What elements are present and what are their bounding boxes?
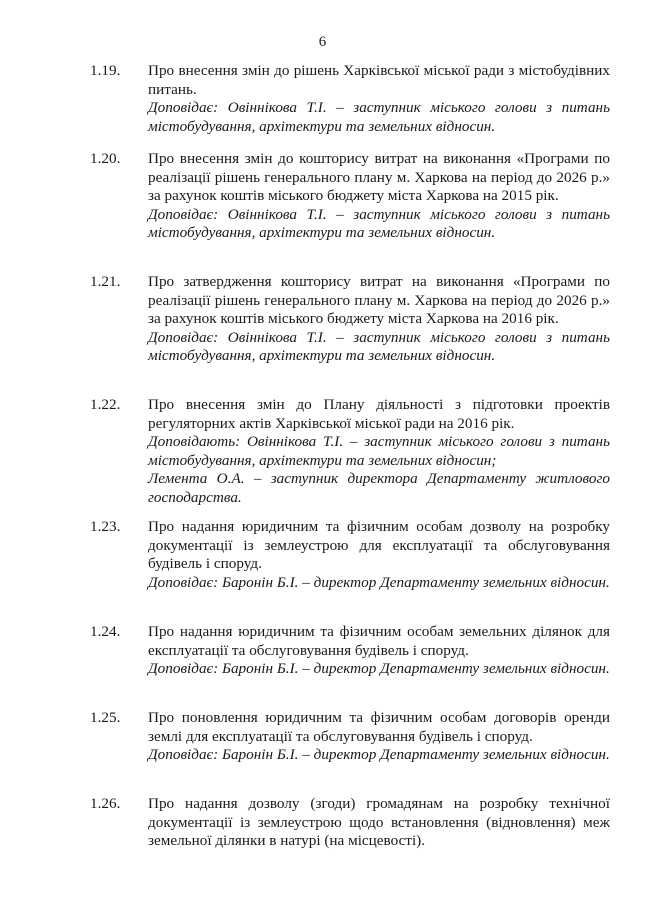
item-speaker: Доповідає: Овіннікова Т.І. – заступник міського голови з питань містобудування, архітектури та земельних відносин. xyxy=(148,99,610,135)
item-number: 1.21. xyxy=(90,273,121,290)
agenda-item xyxy=(90,150,610,243)
agenda-item xyxy=(90,795,610,851)
agenda-item xyxy=(90,273,610,366)
item-number: 1.19. xyxy=(90,62,121,79)
item-speaker: Доповідає: Баронін Б.І. – директор Департаменту земельних відносин. xyxy=(148,660,610,678)
item-speaker: Доповідає: Овіннікова Т.І. – заступник міського голови з питань містобудування, архітектури та земельних відносин. xyxy=(148,205,610,242)
agenda-item xyxy=(90,396,610,508)
item-title: Про надання дозволу (згоди) громадянам на розробку технічної документації із землеустрою щодо встановлення (відновлення) меж земельної ділянки в натурі (на місцевості). xyxy=(148,795,610,850)
agenda-item xyxy=(90,518,610,592)
item-number: 1.20. xyxy=(90,150,121,167)
item-speaker: Лемента О.А. – заступник директора Департаменту житлового господарства. xyxy=(148,470,610,506)
agenda-item xyxy=(90,62,610,136)
item-title: Про внесення змін до Плану діяльності з підготовки проектів регуляторних актів Харківської міської ради на 2016 рік. xyxy=(148,396,610,432)
item-number: 1.26. xyxy=(90,795,121,812)
item-title: Про поновлення юридичним та фізичним особам договорів оренди землі для експлуатації та обслуговування будівель і споруд. xyxy=(148,709,610,745)
item-speaker: Доповідає: Баронін Б.І. – директор Департаменту земельних відносин. xyxy=(148,746,610,764)
item-title: Про надання юридичним та фізичним особам дозволу на розробку документації із землеустрою для експлуатації та обслуговування будівель і споруд. xyxy=(148,518,610,573)
item-title: Про затвердження кошторису витрат на виконання «Програми по реалізації рішень генерального плану м. Харкова на період до 2026 р.» за рахунок коштів міського бюджету міста Харкова на 2016 рік. xyxy=(148,273,610,328)
item-title: Про надання юридичним та фізичним особам земельних ділянок для експлуатації та обслуговування будівель і споруд. xyxy=(148,623,610,659)
item-speaker: Доповідає: Баронін Б.І. – директор Департаменту земельних відносин. xyxy=(148,573,610,591)
item-number: 1.23. xyxy=(90,518,121,535)
agenda-item xyxy=(90,709,610,765)
item-title: Про внесення змін до кошторису витрат на виконання «Програми по реалізації рішень генерального плану м. Харкова на період до 2026 р.» за рахунок коштів міського бюджету міста Харкова на 2015 рік. xyxy=(148,150,610,205)
item-number: 1.22. xyxy=(90,396,121,413)
agenda-item xyxy=(90,623,610,679)
item-speaker: Доповідає: Овіннікова Т.І. – заступник міського голови з питань містобудування, архітектури та земельних відносин. xyxy=(148,328,610,365)
item-number: 1.25. xyxy=(90,709,121,726)
item-number: 1.24. xyxy=(90,623,121,640)
item-speaker: Доповідають: Овіннікова Т.І. – заступник міського голови з питань містобудування, архітектури та земельних відносин; xyxy=(148,433,610,469)
item-title: Про внесення змін до рішень Харківської міської ради з містобудівних питань. xyxy=(148,62,610,98)
page-number: 6 xyxy=(318,34,327,50)
